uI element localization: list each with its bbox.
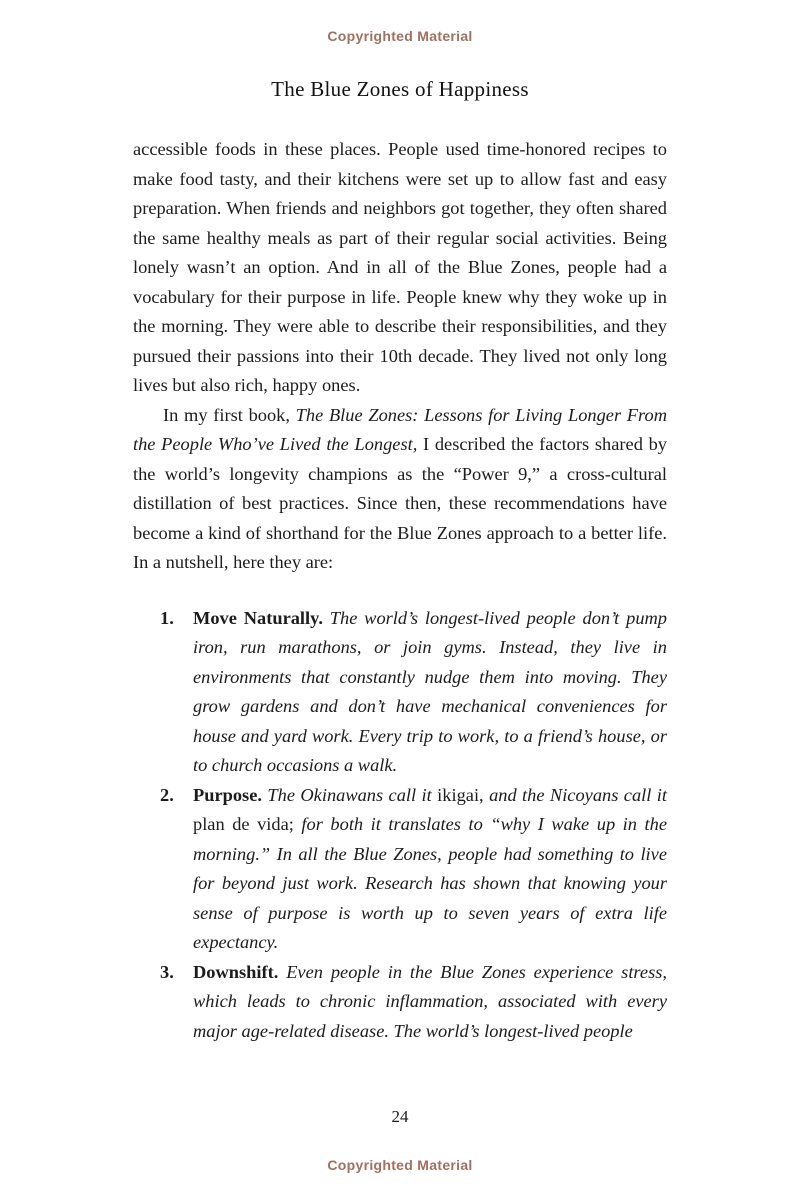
list-item-purpose	[160, 781, 667, 958]
list-item-downshift	[160, 958, 667, 1047]
list-item-text	[193, 781, 667, 958]
paragraph-power9	[133, 401, 667, 578]
list-number: 1.	[160, 607, 174, 628]
text-segment: and the Nicoyans call it	[489, 784, 667, 805]
text-segment: I described the factors shared by the world’s longevity champions as the “Power 9,” a cross-cultural distillation of best practices. Since then, these recommendations have become a kind of shorthand for the Blue Zones approach to a better life. In a nutshell, here they are:	[133, 434, 667, 572]
page-number: 24	[391, 1107, 409, 1126]
page-body	[133, 135, 667, 1046]
list-item-text	[193, 604, 667, 781]
numbered-list	[133, 604, 667, 1047]
list-item-move-naturally	[160, 604, 667, 781]
text-segment: The Blue Zones: Lessons for Living Longer From the People Who’ve Lived the Longest,	[133, 404, 667, 454]
list-item-text	[193, 958, 667, 1047]
copyright-notice-bottom: Copyrighted Material	[327, 1157, 473, 1173]
text-segment: plan de vida;	[193, 814, 302, 834]
text-segment: Move Naturally.	[193, 607, 330, 628]
copyright-notice-top: Copyrighted Material	[327, 28, 473, 44]
text-segment: Purpose.	[193, 784, 268, 805]
running-head-title: The Blue Zones of Happiness	[271, 77, 529, 101]
text-segment: for both it translates to “why I wake up in the morning.” In all the Blue Zones, people had something to live for beyond just work. Research has shown that knowing your sense of purpose is worth up to seven years of extra life expectancy.	[193, 814, 667, 952]
text-segment: Downshift.	[193, 961, 287, 982]
text-segment: The world’s longest-lived people don’t pump iron, run marathons, or join gyms. Instead, they live in environments that constantly nudge them into moving. They grow gardens and don’t have mechanical conveniences for house and yard work. Every trip to work, to a friend’s house, or to church occasions a walk.	[193, 607, 667, 775]
paragraph-continuation: accessible foods in these places. People used time-honored recipes to make food tasty, and their kitchens were set up to allow fast and easy preparation. When friends and neighbors got together, they often shared the same healthy meals as part of their regular social activities. Being lonely wasn’t an option. And in all of the Blue Zones, people had a vocabulary for their purpose in life. People knew why they woke up in the morning. They were able to describe their responsibilities, and they pursued their passions into their 10th decade. They lived not only long lives but also rich, happy ones.	[133, 139, 667, 395]
list-number: 2.	[160, 784, 174, 805]
list-number: 3.	[160, 961, 174, 982]
text-segment: In my first book,	[163, 404, 296, 425]
text-segment: The Okinawans call it	[267, 784, 438, 805]
text-segment: ikigai,	[437, 784, 490, 805]
text-segment: Even people in the Blue Zones experience stress, which leads to chronic inflammation, associated with every major age-related disease. The world’s longest-lived people	[193, 961, 667, 1041]
